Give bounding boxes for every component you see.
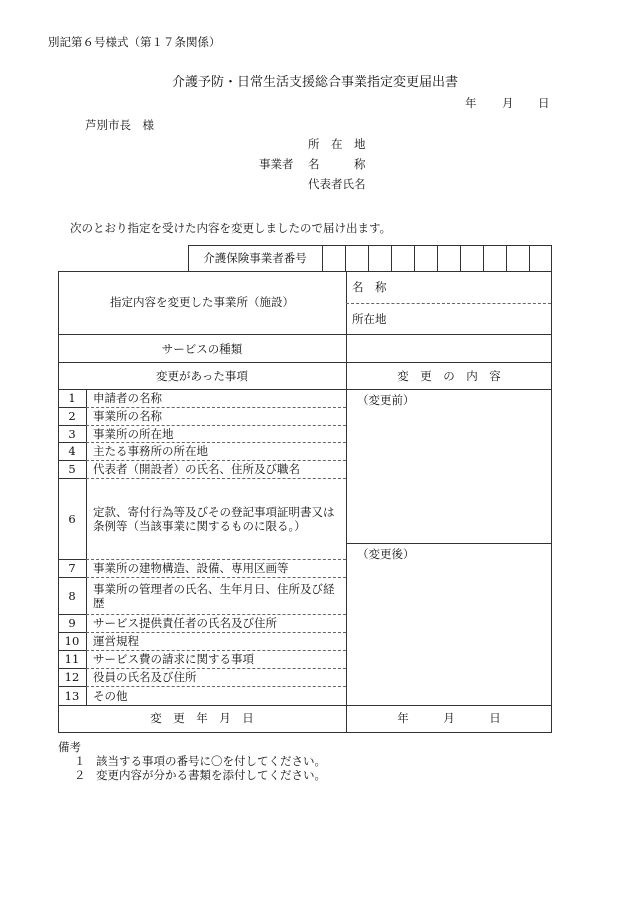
digit-cell[interactable] — [506, 245, 507, 272]
digit-cell[interactable] — [414, 245, 415, 272]
note-text: 変更内容が分かる書類を添付してください。 — [96, 768, 326, 782]
note-text: 該当する事項の番号に〇を付してください。 — [96, 754, 326, 768]
note-number: １ — [74, 754, 86, 768]
digit-cell[interactable] — [345, 245, 346, 272]
changed-items-header: 変更があった事項 — [156, 369, 248, 383]
digit-cell[interactable] — [322, 245, 323, 272]
changed-item-number: 10 — [64, 634, 80, 648]
form-title: 介護予防・日常生活支援総合事業指定変更届出書 — [171, 75, 458, 90]
name-label: 名 称 — [308, 157, 366, 171]
changed-item-text: サービス提供責任者の氏名及び住所 — [93, 616, 277, 630]
changed-item-number: 7 — [68, 561, 76, 575]
digit-cell[interactable] — [391, 245, 392, 272]
changed-item-number: 13 — [64, 689, 80, 703]
date-day-label: 日 — [538, 96, 550, 110]
changed-item-text: 申請者の名称 — [93, 391, 162, 405]
changed-item-number: 5 — [68, 462, 76, 476]
changed-item-text: 定款、寄付行為等及びその登記事項証明書又は条例等（当該事業に関するものに限る。） — [93, 505, 335, 533]
office-address-label: 所在地 — [352, 312, 387, 326]
changed-item-number: 8 — [68, 589, 76, 603]
date-month-label: 月 — [502, 96, 514, 110]
office-label: 指定内容を変更した事業所（施設） — [110, 295, 294, 309]
office-name-label: 名 称 — [352, 280, 387, 294]
digit-cell[interactable] — [529, 245, 530, 272]
insurance-number-label: 介護保険事業者番号 — [203, 251, 307, 265]
changed-item-text: 運営規程 — [93, 634, 139, 648]
changed-item-text: 事業所の管理者の氏名、生年月日、住所及び経歴 — [93, 582, 335, 610]
changed-item-number: 3 — [68, 427, 76, 441]
changed-item-number: 11 — [64, 652, 80, 666]
digit-cell[interactable] — [368, 245, 369, 272]
changed-item-number: 2 — [68, 409, 76, 423]
changed-item-text: 事業所の所在地 — [93, 427, 174, 441]
before-label: （変更前） — [357, 393, 415, 407]
changed-item-number: 9 — [68, 616, 76, 630]
changed-item-number: 4 — [68, 444, 76, 458]
digit-cell[interactable] — [460, 245, 461, 272]
changed-item-number: 1 — [68, 391, 76, 405]
note-number: ２ — [74, 768, 86, 782]
representative-label: 代表者氏名 — [308, 177, 366, 191]
changed-item-number: 12 — [64, 670, 80, 684]
changed-item-text: 事業所の建物構造、設備、専用区画等 — [93, 561, 289, 575]
date-year-label: 年 — [465, 96, 477, 110]
changed-item-text: 役員の氏名及び住所 — [93, 670, 197, 684]
intro-text: 次のとおり指定を受けた内容を変更しましたので届け出ます。 — [70, 221, 392, 235]
change-date-value: 年 月 日 — [397, 711, 501, 725]
form-label: 別記第６号様式（第１７条関係） — [48, 35, 221, 49]
changed-item-text: 事業所の名称 — [93, 409, 162, 423]
changed-item-text: 代表者（開設者）の氏名、住所及び職名 — [93, 462, 300, 476]
after-label: （変更後） — [357, 547, 415, 561]
changed-item-text: その他 — [93, 689, 128, 703]
changed-item-number: 6 — [68, 512, 76, 526]
digit-cell[interactable] — [437, 245, 438, 272]
digit-cell[interactable] — [483, 245, 484, 272]
changed-item-text: 主たる事務所の所在地 — [93, 444, 208, 458]
location-label: 所 在 地 — [308, 137, 366, 151]
changed-item-text: サービス費の請求に関する事項 — [93, 652, 254, 666]
applicant-group-label: 事業者 — [259, 157, 294, 171]
service-type-label: サービスの種類 — [161, 342, 243, 356]
change-content-header: 変 更 の 内 容 — [397, 369, 501, 383]
addressee: 芦別市長 様 — [85, 118, 154, 132]
notes-heading: 備考 — [58, 740, 81, 754]
change-date-label: 変 更 年 月 日 — [150, 711, 254, 725]
